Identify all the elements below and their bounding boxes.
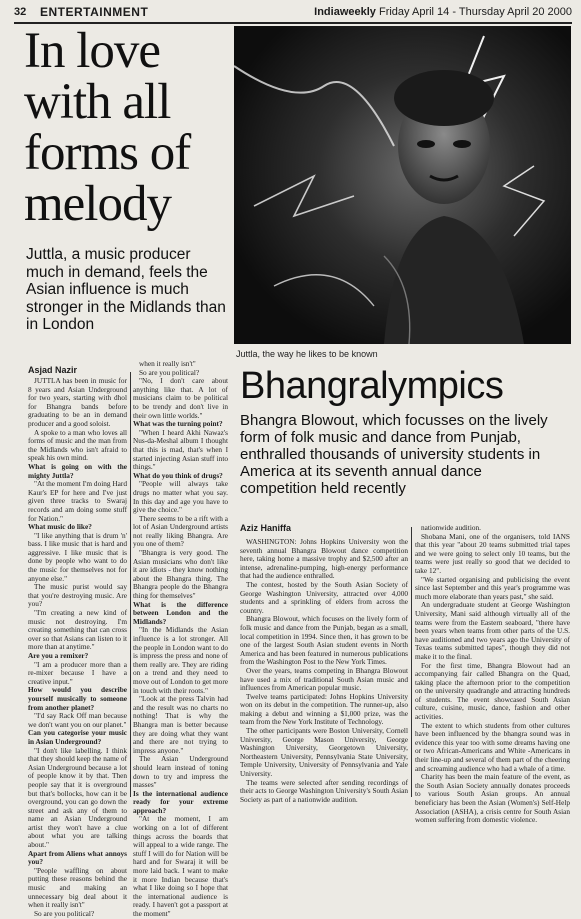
body-paragraph: "In the Midlands the Asian influence is a lot stronger. All the people in London want to do is impress the press and none of them really are. They are riding on a trend and they need to move out of London to get more in touch with their roots." — [133, 625, 228, 695]
body-paragraph: The extent to which students from other cultures have been influenced by the bhangra sound was in evidence this year too with some dreams having one or two African-Americans and White -Americans in their line-up and several of them part of the cheering and screaming audience who had a whale of a time. — [415, 720, 570, 773]
question-paragraph: What music do like? — [28, 522, 92, 532]
body-paragraph: "People waffling on about putting these reasons behind the music and making an unnecessary big deal about it when it really isn't" — [28, 865, 127, 910]
body-paragraph: JUTTLA has been in music for 8 years and Asian Underground for two years, starting with dhol for Bhangra bands before graduating to be an in demand producer and a good soloist. — [28, 376, 127, 428]
body-paragraph: Bhangra Blowout, which focuses on the lively form of folk music and dance from the Punjab, began as a small, local competition in 1994. Since then, it has grown to be one of the largest South Asian student events in North America and has been featured in numerous publications from the Washington Post to the New York Times. — [240, 614, 408, 667]
story-deck: Bhangra Blowout, which focusses on the lively form of folk music and dance from Punjab, enthralled thousands of university students in America at its seventh annual dance competition held recently — [240, 412, 548, 497]
body-paragraph: "Bhangra is very good. The Asian musicians who don't like it are idiots - they know nothing about the Bhangra thing. The Bhangra people do the Bhangra thing for themselves" — [133, 548, 228, 601]
body-paragraph: "People will always take drugs no matter what you say. In this day and age you have to give the choice." — [133, 479, 228, 515]
question-paragraph: What is the difference between London and the Midlands? — [133, 599, 228, 626]
body-paragraph: There seems to be a rift with a lot of Asian Underground artists not really liking Bhangra. Are you one of them? — [133, 513, 228, 549]
body-paragraph: "Look at the press Talvin had and the result was no charts no nothing! That is why the Bhangra man is better because they are doing what they want and there are not trying to impress anyone." — [133, 694, 228, 755]
body-paragraph: "No, I don't care about anything like that. A lot of musicians claim to be political to be trendy and don't live in their own little worlds." — [133, 376, 228, 420]
feature-byline: Asjad Nazir — [28, 365, 78, 375]
body-paragraph: For the first time, Bhangra Blowout had an accompanying fair called Bhangra on the Quad, taking place the afternoon prior to the competition on the university quadrangle and attracting hundreds of students. The event showcased South Asian culture, cuisine, music, dance, fashion and other activities. — [415, 660, 570, 722]
issue-dates: Friday April 14 - Thursday April 20 2000 — [378, 6, 572, 18]
feature-deck: Juttla, a music producer much in demand, feels the Asian influence is much stronger in the Midlands than in London — [26, 246, 226, 333]
question-paragraph: Apart from Aliens what annoys you? — [28, 848, 127, 867]
body-paragraph: "I like anything that is drum 'n' bass. I like music that is hard and aggressive. I like music that is done by people who want to do the music for themselves not for anyone else." — [28, 530, 127, 583]
column-divider-story — [411, 527, 412, 797]
body-paragraph: when it really isn't" — [139, 359, 196, 368]
body-paragraph: "At the moment I'm doing Hard Kaur's EP for here and I've just given three tracks to Swaraj records and am doing some stuff for Nation." — [28, 479, 127, 523]
body-paragraph: The contest, hosted by the South Asian Society of George Washington University, attracted over 4,000 students and a sprinkling of elders from across the country. — [240, 579, 408, 615]
body-paragraph: An undergraduate student at George Washington University, Mani said although virtually all of the teams were from the Eastern seaboard, "there have been years when teams from other parts of the U.S. have auditioned and two years ago the University of Texas teams submitted tapes", though they did not make it to the final. — [415, 600, 570, 661]
story-column-2 — [415, 523, 570, 825]
photo-caption: Juttla, the way he likes to be known — [236, 349, 378, 359]
publication-info — [314, 6, 572, 18]
juttla-photo-graphic — [234, 26, 571, 344]
question-paragraph: What was the turning point? — [133, 419, 223, 429]
body-paragraph: "At the moment, I am working on a lot of different things across the boards that will appeal to a wide range. The stuff I will do for Nation will be hard and for Swaraj it will be more laid back. I want to make it more Indian because that's what I like doing so I hope that the international audience is ready. I haven't got a passport at the moment" — [133, 814, 228, 918]
body-paragraph: "I'm creating a new kind of music not destroying. I'm creating something that can cross over so that Asians can listen to it more than at anytime." — [28, 608, 127, 652]
body-paragraph: nationwide audition. — [421, 523, 481, 532]
body-paragraph: Shobana Mani, one of the organisers, told IANS that this year "about 20 teams submitted trial tapes and we were going to select only 10 teams, but the teams were just really so good that we decided to take 12". — [415, 531, 570, 575]
body-paragraph: Over the years, teams competing in Bhangra Blowout have used a mix of traditional South Asian music and influences from American popular music. — [240, 665, 408, 693]
story-byline: Aziz Haniffa — [240, 523, 292, 533]
page-number: 32 — [14, 6, 27, 18]
body-paragraph: WASHINGTON: Johns Hopkins University won the seventh annual Bhangra Blowout dance competition here, taking home a massive trophy and $2,500 after an intense, adrenaline-pumping, high-energy performance that had the audience enthralled. — [240, 537, 408, 581]
feature-column-2 — [133, 359, 228, 918]
question-paragraph: Are you a remixer? — [28, 651, 89, 660]
body-paragraph: "I am a producer more than a re-mixer because I have a creative input." — [28, 659, 127, 686]
section-title: ENTERTAINMENT — [40, 5, 149, 19]
question-paragraph: How would you describe yourself musically to someone from another planet? — [28, 685, 127, 712]
story-headline: Bhangralympics — [240, 365, 504, 407]
body-paragraph: "I'd say Rack Off man because we don't want you on our planet." — [28, 711, 127, 729]
body-paragraph: So are you political? — [34, 908, 95, 918]
body-paragraph: The teams were selected after sending recordings of their acts to George Washington University's South Asian Society as part of a nationwide audition. — [240, 777, 408, 804]
body-paragraph: "When I heard Akhi Nawaz's Nus-da-Meshal album I thought that this is mad, that's when I started injecting Asian stuff into things." — [133, 427, 228, 472]
question-paragraph: Is the international audience ready for your extreme approach? — [133, 788, 228, 815]
body-paragraph: The other participants were Boston University, Cornell University, George Mason University, George Washington University, Georgetown University, Northeastern University, Pennsylvania State University, Temple University, University of Pennsylvania and Yale University. — [240, 726, 408, 779]
body-paragraph: Twelve teams participated: Johns Hopkins University won on its debut in the competition. The runner-up, also making a debut and winning a $1,000 prize, was the team from the New York Institute of Technology. — [240, 691, 408, 727]
publication-name: Indiaweekly — [314, 6, 376, 18]
column-divider — [130, 372, 131, 797]
body-paragraph: "We started organising and publicising the event since last September and this year's programme was much more elaborate than years past," she said. — [415, 574, 570, 601]
question-paragraph: Can you categorise your music in Asian Underground? — [28, 728, 127, 746]
story-column-1 — [240, 537, 408, 804]
body-paragraph: Charity has been the main feature of the event, as the South Asian Society annually donates proceeds to various South Asian groups. An annual beneficiary has been the Asian (Women's) Self-Help Association (ASHA), a crisis centre for South Asian women suffering from domestic violence. — [415, 772, 570, 825]
masthead — [14, 6, 572, 24]
body-paragraph: The music purist would say that you're destroying music. Are you? — [28, 582, 127, 609]
body-paragraph: A spoke to a man who loves all forms of music and the man from the Midlands who isn't afraid to speak his own mind. — [28, 427, 127, 463]
feature-column-1 — [28, 376, 127, 918]
body-paragraph: "I don't like labelling. I think that they should keep the name of Asian Underground because a lot of people know it by that. Then people say that it is overground but that's bollocks, how can it be overground, you can go down the street and ask any of them to name an Asian Underground artist they won't have a clue about what you are talking about." — [28, 745, 127, 850]
question-paragraph: What is going on with the mighty Juttla? — [28, 461, 127, 480]
body-paragraph: The Asian Underground should learn instead of toning down to try and impress the masses" — [133, 754, 228, 790]
feature-headline: In love with all forms of melody — [24, 23, 191, 232]
question-paragraph: What do you think of drugs? — [133, 470, 223, 480]
juttla-photo — [234, 26, 571, 344]
body-paragraph: So are you political? — [139, 367, 200, 377]
